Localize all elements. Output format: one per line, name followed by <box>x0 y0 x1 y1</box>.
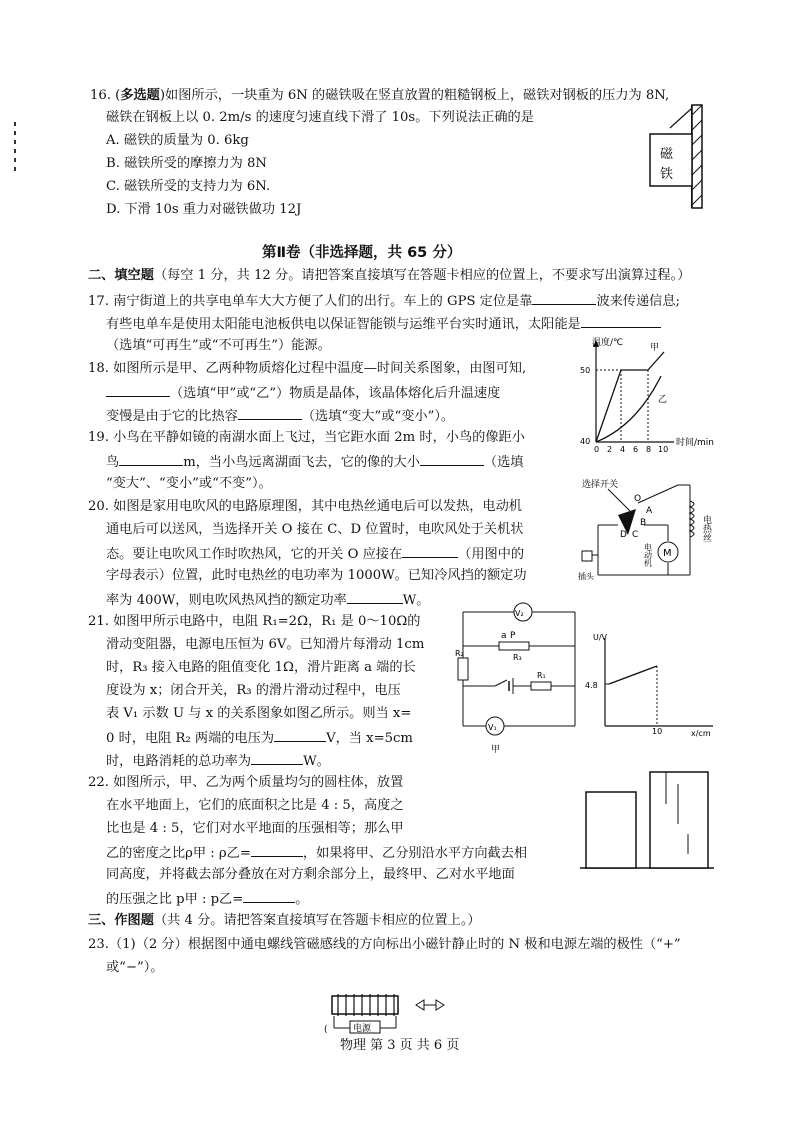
graph21-ylabel: U/V <box>593 633 608 642</box>
graph18-ylabel: 温度/℃ <box>592 338 624 348</box>
graph18-xtick-2: 2 <box>607 445 613 454</box>
q16-option-a: A. 磁铁的质量为 0. 6kg <box>106 133 249 148</box>
q19-line3: “变大”、“变小”或“不变”）。 <box>106 476 272 491</box>
q21-line5: 表 V₁ 示数 U 与 x 的关系图象如图乙所示。则当 x= <box>106 706 412 721</box>
q21-line1: 21. 如图甲所示电路中，电阻 R₁=2Ω，R₁ 是 0～10Ω的 <box>88 614 421 629</box>
q21-line2: 滑动变阻器，电源电压恒为 6V。已知滑片每滑动 1cm <box>106 637 425 652</box>
compass-needle-right <box>436 1000 444 1010</box>
point-a: A <box>646 506 653 516</box>
q20-line1: 20. 如图是家用电吹风的电路原理图，其中电热丝通电后可以发热，电动机 <box>88 499 522 514</box>
page-footer: 物理 第 3 页 共 6 页 <box>340 1038 460 1053</box>
q21-line4: 度设为 x；闭合开关，R₃ 的滑片滑动过程中，电压 <box>106 683 401 698</box>
part2-title: 第Ⅱ卷（非选择题，共 65 分） <box>262 245 462 261</box>
graph18-xtick-0: 0 <box>594 445 600 454</box>
q17-line3: （选填“可再生”或“不可再生”）能源。 <box>106 338 331 353</box>
graph18-series-yi <box>596 376 661 442</box>
graph18-label-yi: 乙 <box>658 395 668 405</box>
graph18-xlabel: 时间/min <box>676 438 715 448</box>
graph18-ytick-50: 50 <box>580 366 591 375</box>
q22-line3: 比也是 4 : 5，它们对水平地面的压强相等；那么甲 <box>106 821 404 836</box>
q20-line5: 率为 400W，则电吹风热风挡的额定功率 W。 <box>106 593 430 608</box>
plug-symbol <box>582 551 592 561</box>
heater-label: 电热丝 <box>701 515 711 542</box>
v2-label: V₂ <box>515 609 524 618</box>
q21-line3: 时，R₃ 接入电路的阻值变化 1Ω，滑片距离 a 端的长 <box>106 660 416 675</box>
caption-jia: 甲 <box>491 745 501 755</box>
section2-header: 二、填空题（每空 1 分，共 12 分。请把答案直接填写在答题卡相应的位置上，不要求写出演算过程。） <box>88 268 691 283</box>
solenoid-figure <box>320 990 470 1036</box>
q16-line2: 磁铁在钢板上以 0. 2m/s 的速度匀速直线下滑了 10s。下列说法正确的是 <box>106 110 534 125</box>
point-c: C <box>632 530 639 540</box>
q22-line1: 22. 如图所示，甲、乙为两个质量均匀的圆柱体，放置 <box>88 775 404 790</box>
q22-line5: 同高度，并将截去部分叠放在对方剩余部分上，最终甲、乙对水平地面 <box>106 867 515 882</box>
q17-line2: 有些电单车是使用太阳能电池板供电以保证智能锁与运维平台实时通讯，太阳能是 <box>106 315 661 333</box>
cylinder-jia <box>586 792 636 868</box>
q16-line1: 16. (多选题)如图所示，一块重为 6N 的磁铁吸在竖直放置的粗糙钢板上，磁铁对钢板的压力为 8N, <box>90 88 670 103</box>
q17-line1: 17. 南宁街道上的共享电单车大大方便了人们的出行。车上的 GPS 定位是靠 波来传递信息; <box>88 294 681 309</box>
solenoid-core <box>332 996 398 1014</box>
magnet-figure <box>640 100 720 210</box>
graph18-ytick-40: 40 <box>580 437 591 446</box>
r1-label: R₁ <box>537 671 546 680</box>
q20-line4: 字母表示）位置，此时电热丝的电功率为 1000W。已知冷风挡的额定功 <box>106 568 527 583</box>
r3-label: R₃ <box>513 653 522 662</box>
q16-option-d: D. 下滑 10s 重力对磁铁做功 12J <box>106 202 302 217</box>
melting-graph <box>576 336 715 454</box>
q23-line1: 23.（1)（2 分）根据图中通电螺线管磁感线的方向标出小磁针静止时的 N 极和电源左端的极性（“+” <box>88 937 681 952</box>
cylinder-yi <box>650 772 708 868</box>
q21-line6: 0 时，电阻 R₂ 两端的电压为 V，当 x=5cm <box>106 731 413 746</box>
q18-line3: 变慢是由于它的比热容 （选填“变大”或“变小”）。 <box>106 409 455 424</box>
graph18-xtick-10: 10 <box>658 445 669 454</box>
graph21-xtick: 10 <box>652 727 663 736</box>
q21-line7: 时，电路消耗的总功率为 W。 <box>106 754 330 769</box>
resistor-r1 <box>531 682 551 690</box>
cylinders-figure <box>578 764 718 874</box>
q20-line3: 态。要让电吹风工作时吹热风，它的开关 O 应接在 （用图中的 <box>106 547 525 562</box>
label-a: a <box>501 631 507 641</box>
graph18-label-jia: 甲 <box>650 343 660 353</box>
compass-needle-left <box>416 1000 424 1010</box>
graph18-xtick-4: 4 <box>620 445 626 454</box>
motor-symbol: M <box>663 548 672 559</box>
graph18-xtick-8: 8 <box>646 445 652 454</box>
section3-header: 三、作图题（共 4 分。请把答案直接填写在答题卡相应的位置上。） <box>88 913 481 928</box>
q20-line2: 通电后可以送风，当选择开关 O 接在 C、D 位置时，电吹风处于关机状 <box>106 522 524 537</box>
q21-circuit-jia <box>455 598 585 758</box>
graph21-xlabel: x/cm <box>691 729 711 738</box>
svg-text:(: ( <box>324 1025 328 1035</box>
switch-label: 选择开关 <box>582 480 619 490</box>
q21-graph-yi <box>585 632 725 736</box>
graph18-xtick-6: 6 <box>633 445 639 454</box>
q19-line1: 19. 小鸟在平静如镜的南湖水面上飞过，当它距水面 2m 时，小鸟的像距小 <box>88 430 525 445</box>
q16-option-b: B. 磁铁所受的摩擦力为 8N <box>106 156 267 171</box>
v1-label: V₁ <box>488 723 497 732</box>
switch-s <box>495 680 507 686</box>
graph18-series-jia <box>596 352 664 442</box>
magnet-label-1: 磁 <box>660 147 674 162</box>
hairdryer-circuit <box>578 475 728 595</box>
q23-line2: 或“−”）。 <box>106 960 164 975</box>
point-d: D <box>620 530 627 540</box>
heater-coil <box>690 501 694 537</box>
rheostat-r3 <box>499 642 529 650</box>
q22-line4: 乙的密度之比ρ甲 : ρ乙= ，如果将甲、乙分别沿水平方向截去相 <box>106 846 528 861</box>
power-label: 电源 <box>353 1024 372 1034</box>
margin-marks <box>14 122 17 176</box>
resistor-r2 <box>458 658 468 680</box>
label-p: P <box>510 631 516 641</box>
q22-line6: 的压强之比 p甲 : p乙= 。 <box>106 892 309 907</box>
point-o: O <box>634 494 642 504</box>
r2-label: R₂ <box>455 649 464 658</box>
q16-option-c: C. 磁铁所受的支持力为 6N. <box>106 179 271 194</box>
graph21-ytick: 4.8 <box>585 681 598 690</box>
point-b: B <box>640 518 647 528</box>
plug-label: 插头 <box>578 572 594 581</box>
q19-line2: 鸟 m，当小鸟远离湖面飞去，它的像的大小 （选填 <box>106 455 524 470</box>
magnet-label-2: 铁 <box>660 167 674 182</box>
graph21-line <box>609 666 657 684</box>
q18-line1: 18. 如图所示是甲、乙两种物质熔化过程中温度—时间关系图象，由图可知, <box>88 361 527 376</box>
motor-label: 电动机 <box>643 543 653 567</box>
q18-line2: （选填“甲”或“乙”）物质是晶体，该晶体熔化后升温速度 <box>106 384 500 402</box>
q22-line2: 在水平地面上，它们的底面积之比是 4 : 5，高度之 <box>106 798 404 813</box>
